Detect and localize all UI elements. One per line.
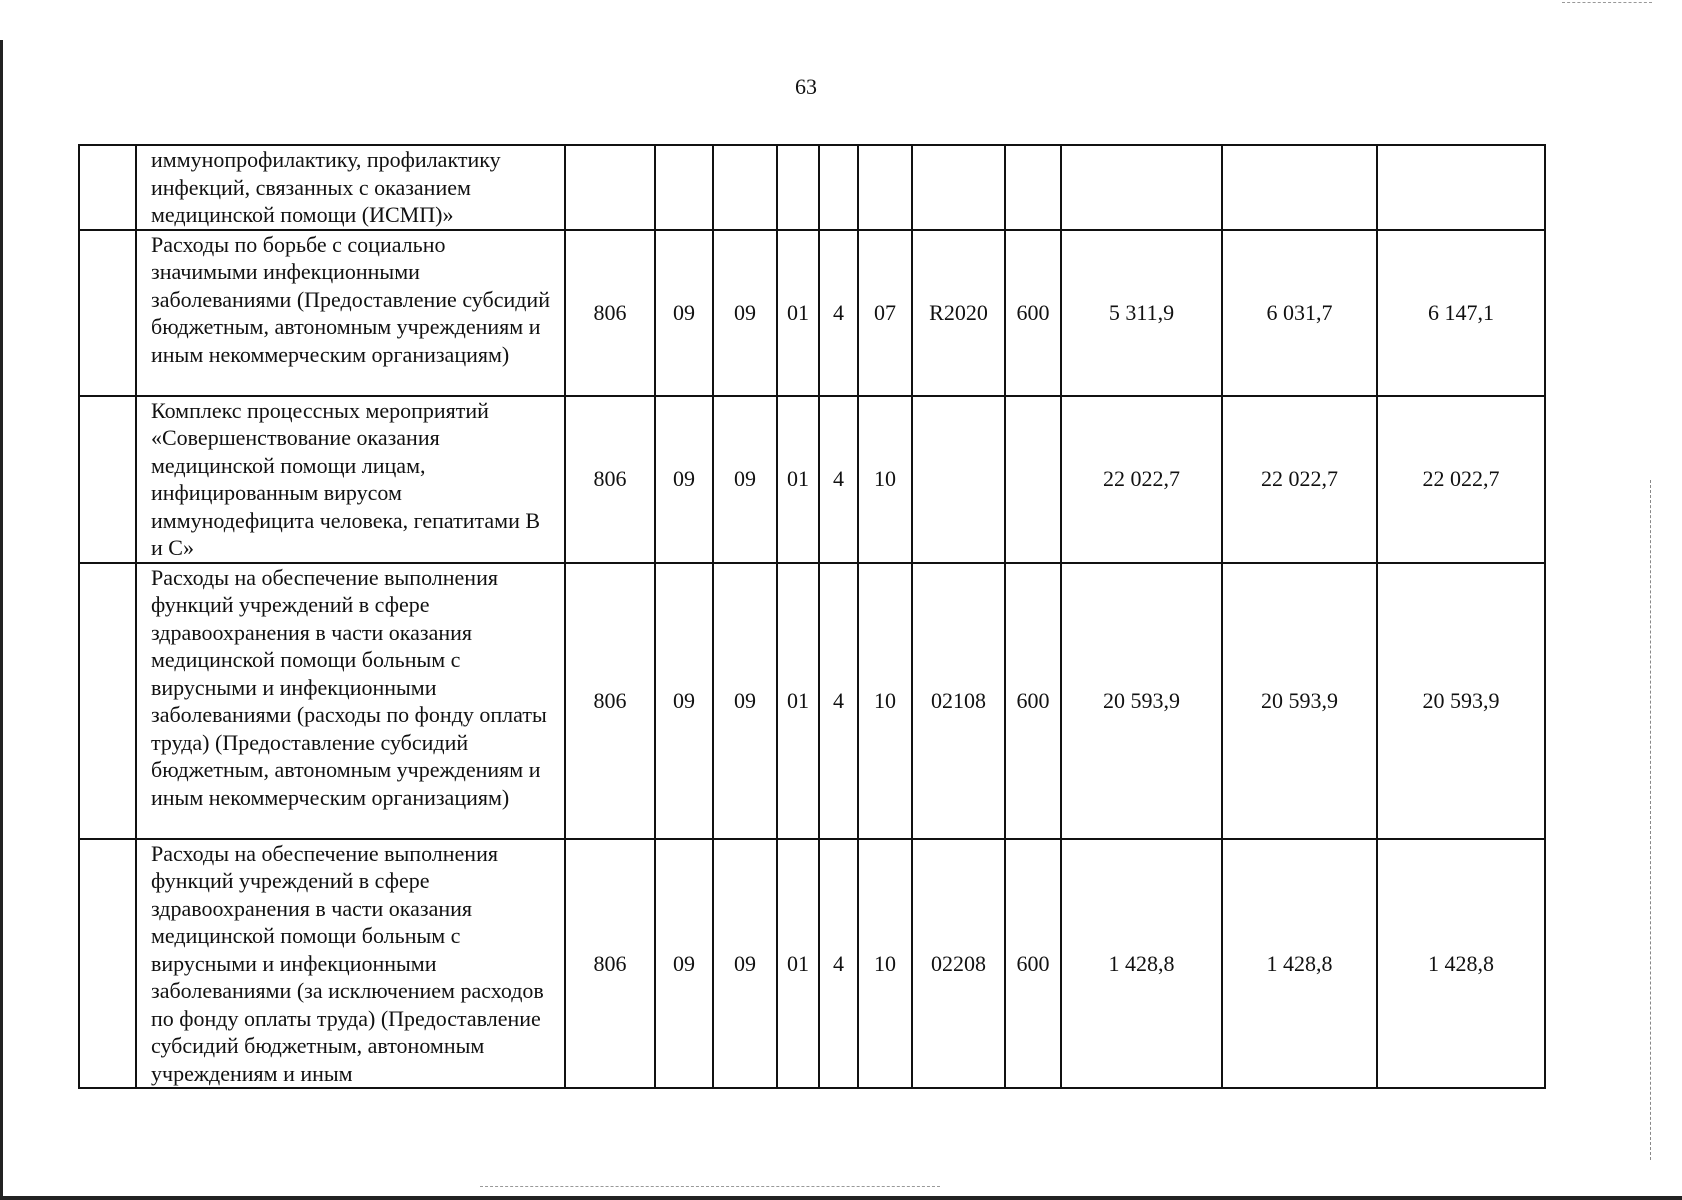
amount-year2-cell: 6 031,7 [1222, 230, 1377, 396]
event-cell: 07 [858, 230, 912, 396]
program-cell: 01 [777, 230, 819, 396]
pr-cell: 09 [713, 839, 777, 1089]
ved-cell: 806 [565, 839, 655, 1089]
expense-type-cell: 600 [1005, 563, 1061, 839]
expense-type-cell [1005, 396, 1061, 563]
program-cell [777, 145, 819, 230]
scan-mark-bottom [480, 1186, 940, 1188]
scan-mark-top [1562, 2, 1652, 4]
rz-cell [655, 145, 713, 230]
rz-cell: 09 [655, 563, 713, 839]
index-cell [79, 396, 136, 563]
pr-cell: 09 [713, 230, 777, 396]
pr-cell [713, 145, 777, 230]
subprogram-cell: 4 [819, 563, 858, 839]
table-row [79, 563, 1545, 839]
event-cell: 10 [858, 396, 912, 563]
ved-cell: 806 [565, 563, 655, 839]
subprogram-cell: 4 [819, 230, 858, 396]
amount-year3-cell: 1 428,8 [1377, 839, 1545, 1089]
amount-year2-cell: 20 593,9 [1222, 563, 1377, 839]
index-cell [79, 230, 136, 396]
subprogram-cell [819, 145, 858, 230]
table-row [79, 839, 1545, 1089]
scan-edge-left [0, 40, 3, 1200]
expense-type-cell [1005, 145, 1061, 230]
program-cell: 01 [777, 563, 819, 839]
row-name: иммунопрофилактику, профилактику инфекций, связанных с оказанием медицинской помощи (ИСМП)» [136, 145, 565, 230]
amount-year3-cell: 20 593,9 [1377, 563, 1545, 839]
table-row [79, 145, 1545, 230]
direction-code-cell: R2020 [912, 230, 1005, 396]
row-name: Расходы на обеспечение выполнения функций учреждений в сфере здравоохранения в части оказания медицинской помощи больным с вирусными и инфекционными заболеваниями (за исключением расходов по фонду оплаты труда) (Предоставление субсидий бюджетным, автономным учреждениям и иным [136, 839, 565, 1089]
table-row [79, 396, 1545, 563]
row-name: Комплекс процессных мероприятий «Совершенствование оказания медицинской помощи лицам, инфицированным вирусом иммунодефицита человека, гепатитами В и С» [136, 396, 565, 563]
expense-type-cell: 600 [1005, 839, 1061, 1089]
event-cell: 10 [858, 563, 912, 839]
direction-code-cell: 02208 [912, 839, 1005, 1089]
direction-code-cell [912, 145, 1005, 230]
rz-cell: 09 [655, 396, 713, 563]
amount-year1-cell: 22 022,7 [1061, 396, 1222, 563]
amount-year3-cell: 22 022,7 [1377, 396, 1545, 563]
row-name: Расходы по борьбе с социально значимыми инфекционными заболеваниями (Предоставление субсидий бюджетным, автономным учреждениям и иным некоммерческим организациям) [136, 230, 565, 396]
subprogram-cell: 4 [819, 396, 858, 563]
program-cell: 01 [777, 396, 819, 563]
rz-cell: 09 [655, 839, 713, 1089]
expense-type-cell: 600 [1005, 230, 1061, 396]
amount-year2-cell: 22 022,7 [1222, 396, 1377, 563]
amount-year1-cell: 20 593,9 [1061, 563, 1222, 839]
rz-cell: 09 [655, 230, 713, 396]
row-name: Расходы на обеспечение выполнения функций учреждений в сфере здравоохранения в части оказания медицинской помощи больным с вирусными и инфекционными заболеваниями (расходы по фонду оплаты труда) (Предоставление субсидий бюджетным, автономным учреждениям и иным некоммерческим организациям) [136, 563, 565, 839]
table-row [79, 230, 1545, 396]
amount-year2-cell [1222, 145, 1377, 230]
page-number: 63 [795, 74, 817, 99]
scan-edge-right [1650, 480, 1652, 1160]
ved-cell [565, 145, 655, 230]
direction-code-cell [912, 396, 1005, 563]
budget-table [78, 144, 1546, 1089]
amount-year2-cell: 1 428,8 [1222, 839, 1377, 1089]
index-cell [79, 563, 136, 839]
amount-year1-cell [1061, 145, 1222, 230]
index-cell [79, 145, 136, 230]
scan-edge-bottom [0, 1196, 1682, 1200]
pr-cell: 09 [713, 396, 777, 563]
ved-cell: 806 [565, 230, 655, 396]
subprogram-cell: 4 [819, 839, 858, 1089]
direction-code-cell: 02108 [912, 563, 1005, 839]
amount-year1-cell: 5 311,9 [1061, 230, 1222, 396]
program-cell: 01 [777, 839, 819, 1089]
ved-cell: 806 [565, 396, 655, 563]
amount-year1-cell: 1 428,8 [1061, 839, 1222, 1089]
amount-year3-cell [1377, 145, 1545, 230]
pr-cell: 09 [713, 563, 777, 839]
index-cell [79, 839, 136, 1089]
event-cell [858, 145, 912, 230]
amount-year3-cell: 6 147,1 [1377, 230, 1545, 396]
event-cell: 10 [858, 839, 912, 1089]
